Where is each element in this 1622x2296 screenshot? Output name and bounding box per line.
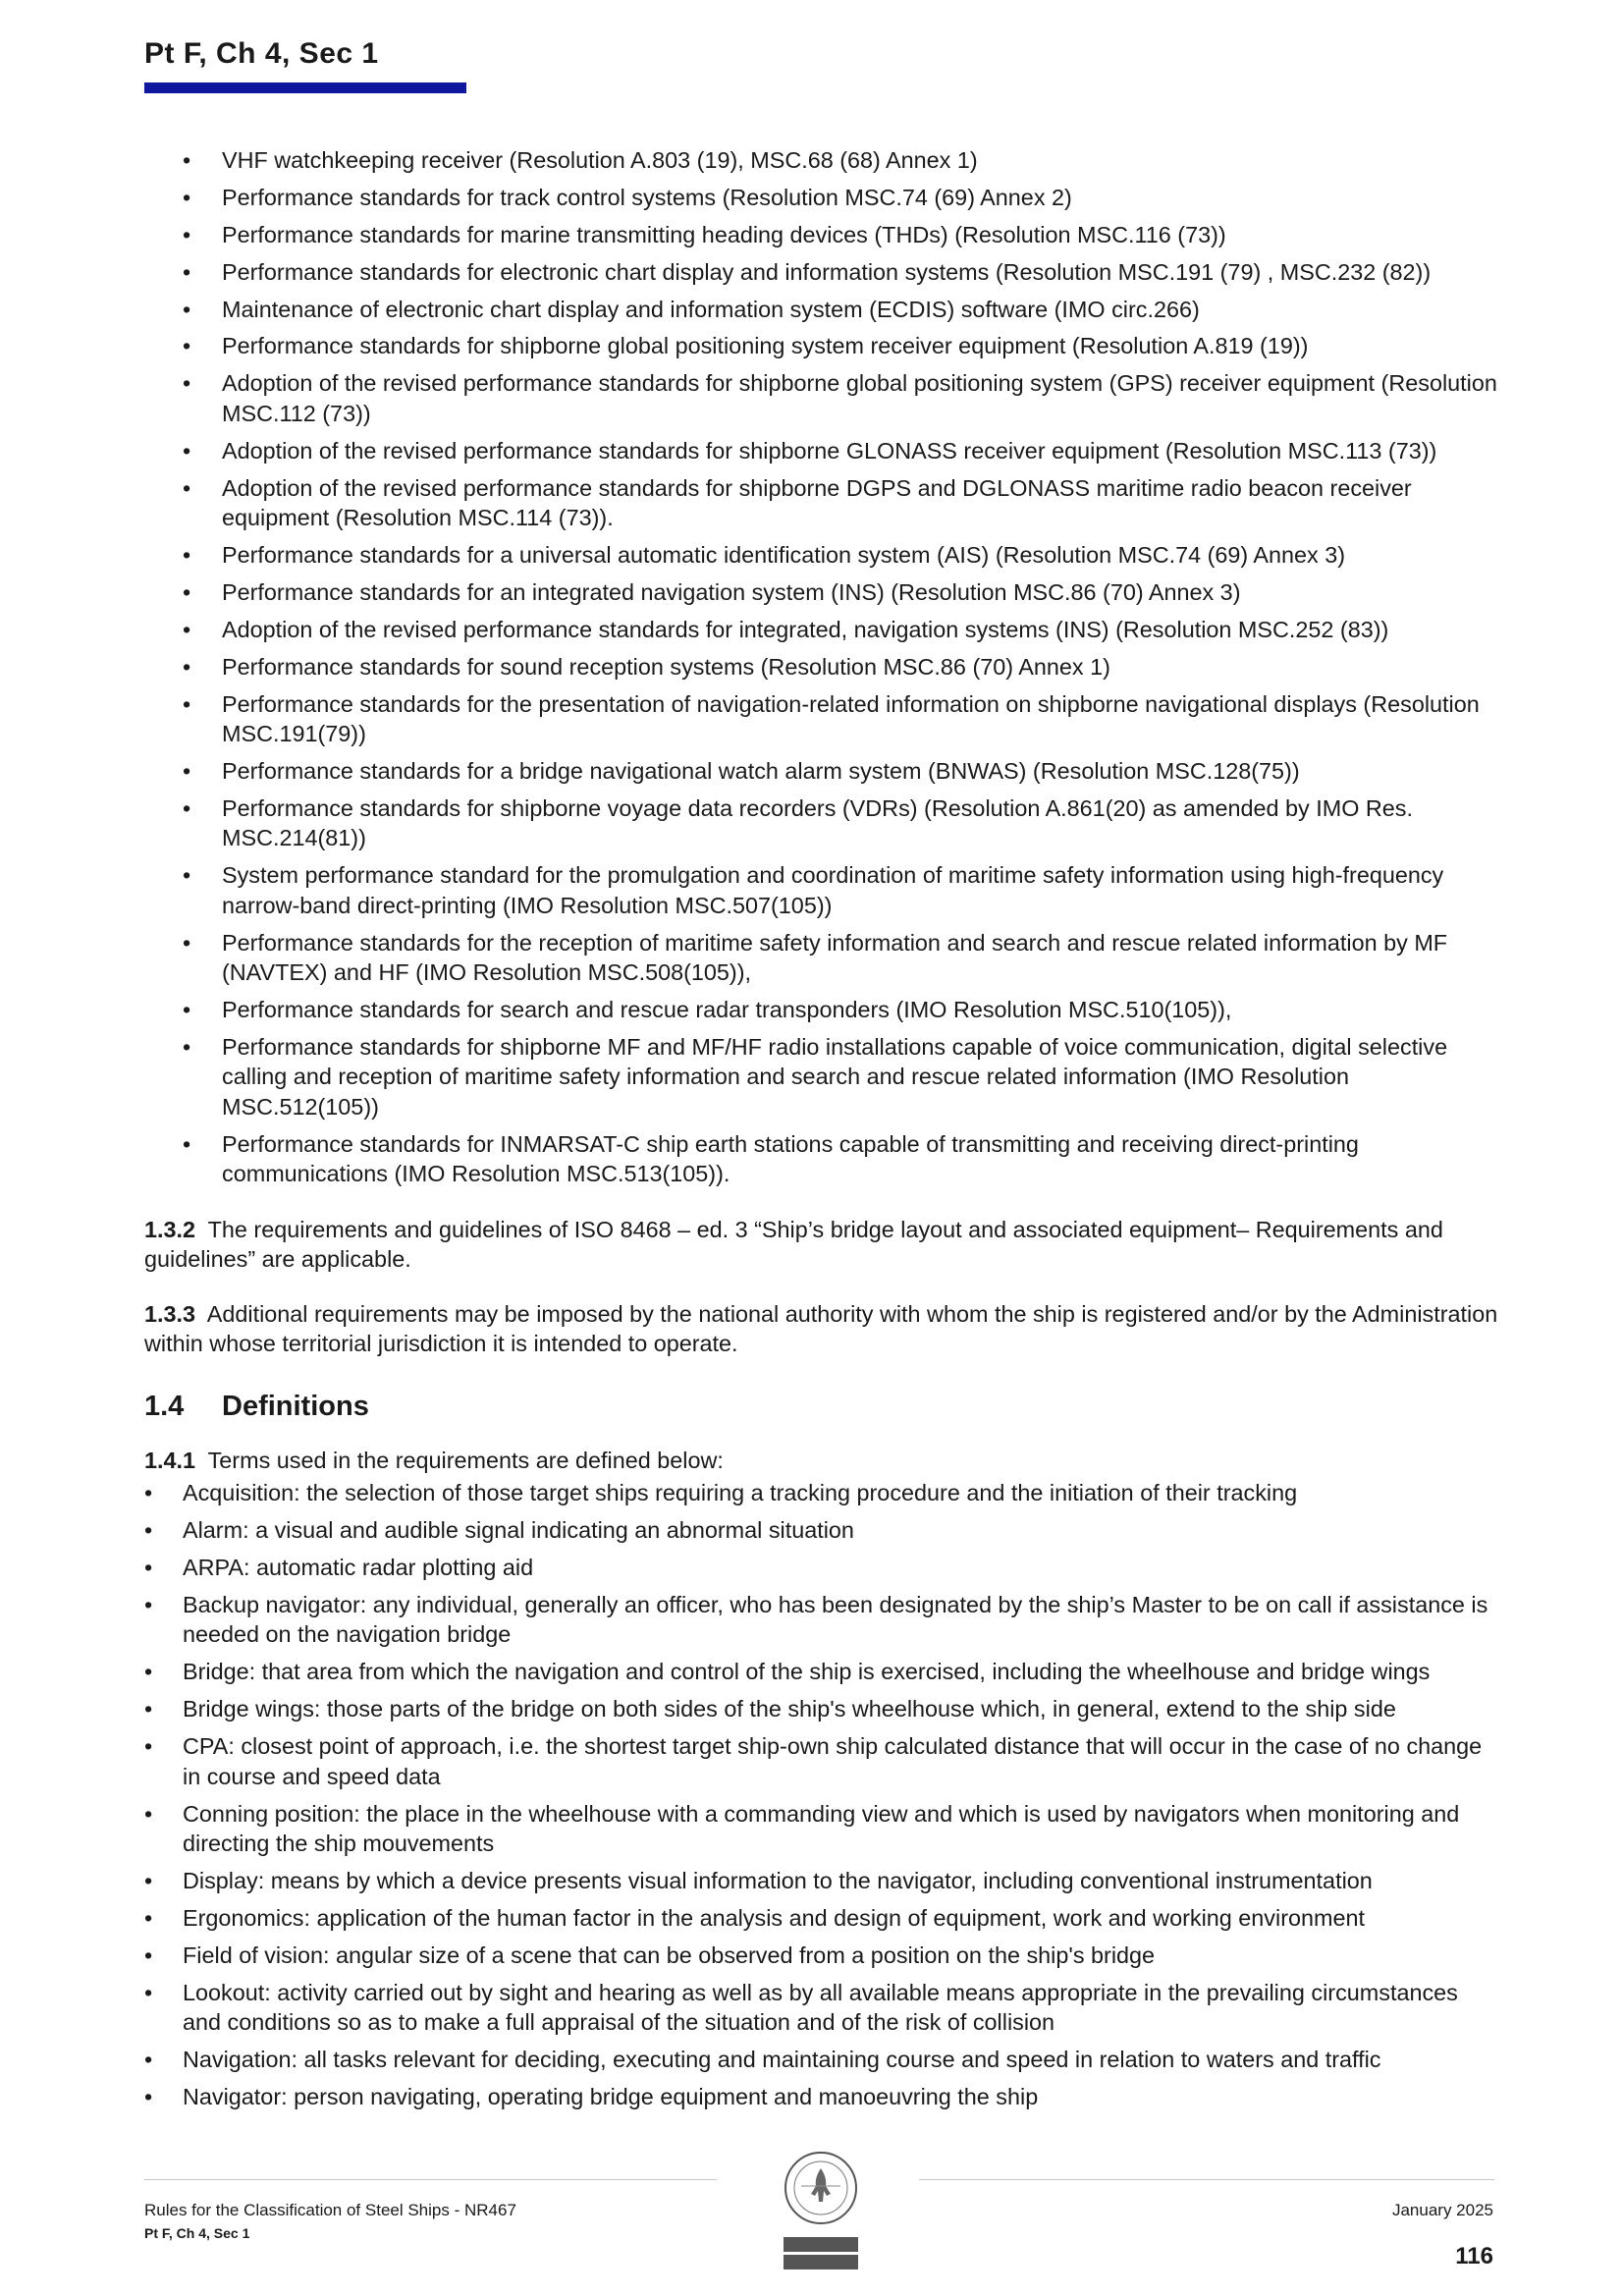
list-item: • Bridge: that area from which the navigation and control of the ship is exercised, including the wheelhouse and bridge wings <box>144 1657 1499 1687</box>
paragraph-number: 1.3.3 <box>144 1300 196 1327</box>
paragraph-number: 1.4.1 <box>144 1447 196 1473</box>
bureau-veritas-logo <box>772 2147 870 2276</box>
footer-divider-right <box>919 2179 1494 2180</box>
paragraph-number: 1.3.2 <box>144 1216 196 1242</box>
list-item: • Field of vision: angular size of a scene that can be observed from a position on the ship's bridge <box>144 1941 1499 1971</box>
list-item: • Performance standards for search and rescue radar transponders (IMO Resolution MSC.510(105)), <box>144 995 1499 1025</box>
list-item: • Lookout: activity carried out by sight and hearing as well as by all available means appropriate in the prevailing circumstances and conditions so as to make a full appraisal of the situation and of the risk of collision <box>144 1978 1499 2038</box>
page-header-title: Pt F, Ch 4, Sec 1 <box>144 37 379 70</box>
list-item: • System performance standard for the promulgation and coordination of maritime safety information using high-frequency narrow-band direct-printing (IMO Resolution MSC.507(105)) <box>144 860 1499 920</box>
page-number: 116 <box>1455 2243 1493 2269</box>
list-item: • Adoption of the revised performance standards for integrated, navigation systems (INS) (Resolution MSC.252 (83)) <box>144 615 1499 645</box>
section-heading <box>144 1389 1499 1424</box>
list-item: • Bridge wings: those parts of the bridge on both sides of the ship's wheelhouse which, in general, extend to the ship side <box>144 1694 1499 1724</box>
list-item: • VHF watchkeeping receiver (Resolution A.803 (19), MSC.68 (68) Annex 1) <box>144 145 1499 176</box>
list-item: • Acquisition: the selection of those target ships requiring a tracking procedure and the initiation of their tracking <box>144 1478 1499 1508</box>
list-item: • Performance standards for shipborne global positioning system receiver equipment (Resolution A.819 (19)) <box>144 331 1499 361</box>
list-item: • Maintenance of electronic chart display and information system (ECDIS) software (IMO circ.266) <box>144 295 1499 325</box>
list-item: • Performance standards for the reception of maritime safety information and search and rescue related information by MF (NAVTEX) and HF (IMO Resolution MSC.508(105)), <box>144 928 1499 988</box>
footer-section: Pt F, Ch 4, Sec 1 <box>144 2225 250 2241</box>
reference-list <box>144 145 1499 1189</box>
definition-list <box>144 1478 1499 2111</box>
paragraph-1-3-3 <box>144 1299 1499 1359</box>
list-item: • Performance standards for INMARSAT-C ship earth stations capable of transmitting and receiving direct-printing communications (IMO Resolution MSC.513(105)). <box>144 1129 1499 1189</box>
list-item: • Ergonomics: application of the human factor in the analysis and design of equipment, work and working environment <box>144 1903 1499 1934</box>
list-item: • Adoption of the revised performance standards for shipborne global positioning system (GPS) receiver equipment (Resolution MSC.112 (73)) <box>144 368 1499 428</box>
list-item: • Performance standards for shipborne MF and MF/HF radio installations capable of voice communication, digital selective calling and reception of maritime safety information and search and rescue related information (IMO Resolution MSC.512(105)) <box>144 1032 1499 1122</box>
paragraph-text: Additional requirements may be imposed by the national authority with whom the ship is registered and/or by the Administration within whose territorial jurisdiction it is intended to operate. <box>144 1300 1498 1357</box>
list-item: • ARPA: automatic radar plotting aid <box>144 1553 1499 1583</box>
list-item: • Backup navigator: any individual, generally an officer, who has been designated by the ship’s Master to be on call if assistance is needed on the navigation bridge <box>144 1590 1499 1650</box>
list-item: • Adoption of the revised performance standards for shipborne GLONASS receiver equipment (Resolution MSC.113 (73)) <box>144 436 1499 466</box>
list-item: • Adoption of the revised performance standards for shipborne DGPS and DGLONASS maritime radio beacon receiver equipment (Resolution MSC.114 (73)). <box>144 473 1499 533</box>
list-item: • Performance standards for shipborne voyage data recorders (VDRs) (Resolution A.861(20) as amended by IMO Res. MSC.214(81)) <box>144 793 1499 853</box>
list-item: • Display: means by which a device presents visual information to the navigator, including conventional instrumentation <box>144 1866 1499 1896</box>
footer-divider-left <box>144 2179 717 2180</box>
paragraph-1-3-2 <box>144 1215 1499 1275</box>
paragraph-text: The requirements and guidelines of ISO 8468 – ed. 3 “Ship’s bridge layout and associated equipment– Requirements and guidelines” are applicable. <box>144 1216 1443 1273</box>
paragraph-1-4-1 <box>144 1446 1499 1476</box>
list-item: • Navigator: person navigating, operating bridge equipment and manoeuvring the ship <box>144 2082 1499 2112</box>
list-item: • CPA: closest point of approach, i.e. the shortest target ship-own ship calculated distance that will occur in the case of no change in course and speed data <box>144 1731 1499 1791</box>
footer-date: January 2025 <box>1391 2201 1493 2219</box>
section-number: 1.4 <box>144 1390 185 1422</box>
list-item: • Navigation: all tasks relevant for deciding, executing and maintaining course and speed in relation to waters and traffic <box>144 2045 1499 2075</box>
section-title: Definitions <box>222 1390 369 1422</box>
list-item: • Conning position: the place in the wheelhouse with a commanding view and which is used by navigators when monitoring and directing the ship mouvements <box>144 1799 1499 1859</box>
page-body <box>144 145 1499 2119</box>
list-item: • Performance standards for sound reception systems (Resolution MSC.86 (70) Annex 1) <box>144 652 1499 683</box>
list-item: • Performance standards for an integrated navigation system (INS) (Resolution MSC.86 (70) Annex 3) <box>144 577 1499 608</box>
paragraph-text: Terms used in the requirements are defined below: <box>207 1447 724 1473</box>
list-item: • Performance standards for track control systems (Resolution MSC.74 (69) Annex 2) <box>144 183 1499 213</box>
list-item: • Performance standards for a bridge navigational watch alarm system (BNWAS) (Resolution MSC.128(75)) <box>144 756 1499 787</box>
list-item: • Performance standards for a universal automatic identification system (AIS) (Resolution MSC.74 (69) Annex 3) <box>144 540 1499 571</box>
list-item: • Performance standards for marine transmitting heading devices (THDs) (Resolution MSC.116 (73)) <box>144 220 1499 250</box>
footer-document-title: Rules for the Classification of Steel Ships - NR467 <box>144 2201 516 2219</box>
list-item: • Performance standards for electronic chart display and information systems (Resolution MSC.191 (79) , MSC.232 (82)) <box>144 257 1499 288</box>
list-item: • Alarm: a visual and audible signal indicating an abnormal situation <box>144 1515 1499 1546</box>
list-item: • Performance standards for the presentation of navigation-related information on shipborne navigational displays (Resolution MSC.191(79)) <box>144 689 1499 749</box>
header-accent-bar <box>144 82 466 93</box>
